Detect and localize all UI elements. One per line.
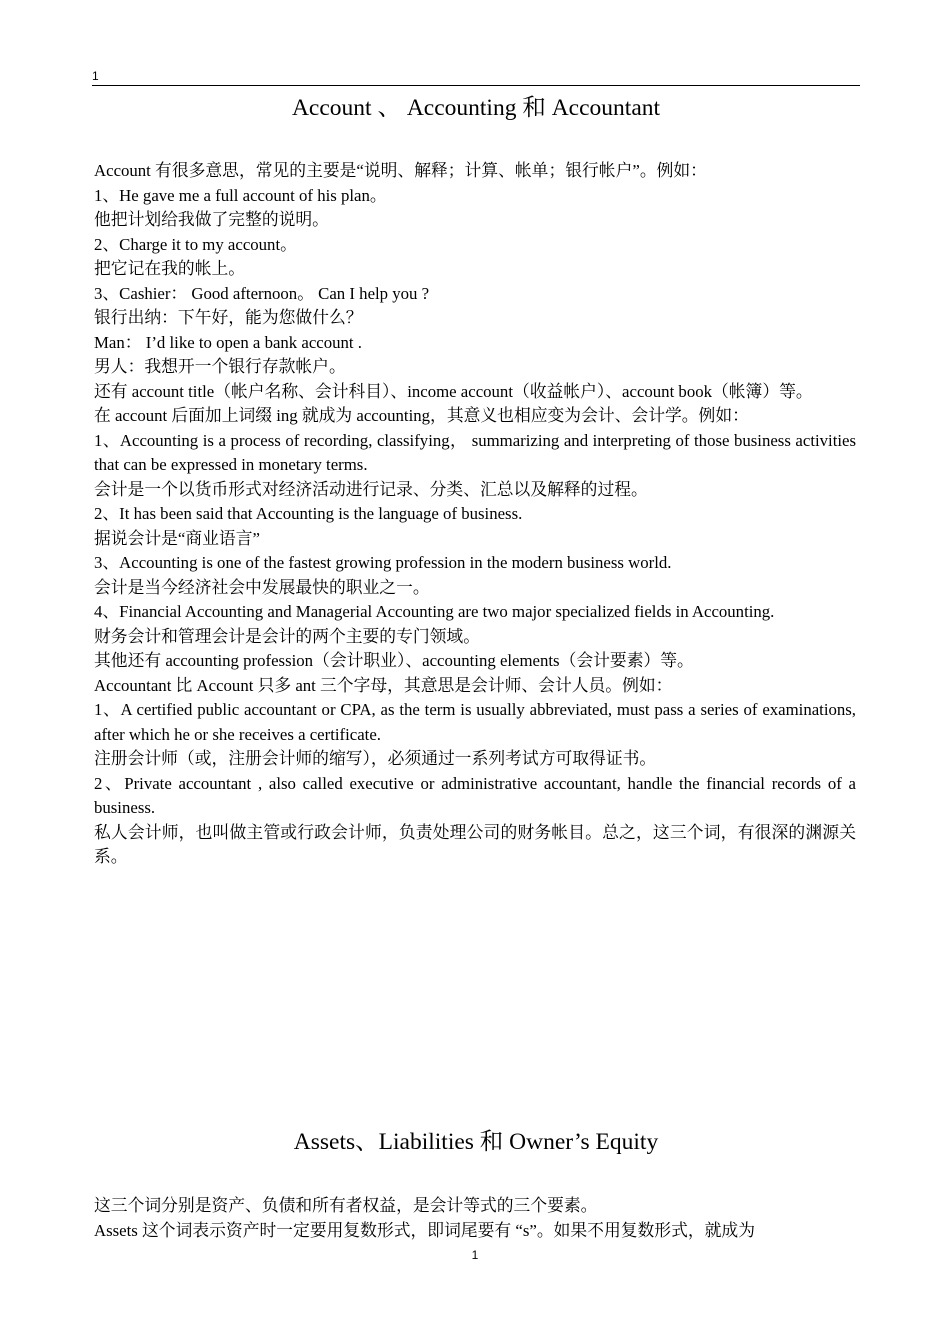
header-page-number: 1 — [92, 69, 99, 83]
paragraph: Man： I’d like to open a bank account . — [94, 332, 362, 352]
paragraph: 1、A certified public accountant or CPA, as the term is usually abbreviated, must pass a series of examinations, after which he or she receives a certificate. — [94, 700, 856, 744]
paragraph: 在 account 后面加上词缀 ing 就成为 accounting，其意义也相应变为会计、会计学。例如： — [94, 406, 749, 425]
paragraph: 3、Cashier： Good afternoon。 Can I help you ? — [94, 283, 430, 303]
paragraph: Assets 这个词表示资产时一定要用复数形式，即词尾要有 “s”。如果不用复数形式，就成为 — [94, 1220, 755, 1240]
paragraph: 这三个词分别是资产、负债和所有者权益，是会计等式的三个要素。 — [94, 1196, 598, 1215]
paragraph: 1、He gave me a full account of his plan。 — [94, 185, 387, 205]
paragraph: 其他还有 accounting profession（会计职业）、accounting elements（会计要素）等。 — [94, 651, 694, 670]
section-body-assets — [94, 1194, 856, 1243]
section-title-assets: Assets、Liabilities 和 Owner’s Equity — [293, 1129, 659, 1155]
paragraph: 私人会计师，也叫做主管或行政会计师，负责处理公司的财务帐目。总之，这三个词，有很深的渊源关系。 — [94, 822, 856, 866]
paragraph: 把它记在我的帐上。 — [94, 259, 246, 278]
paragraph: 还有 account title（帐户名称、会计科目）、income account（收益帐户）、account book（帐簿）等。 — [94, 381, 813, 401]
paragraph: 2、It has been said that Accounting is the language of business. — [94, 504, 523, 523]
paragraph: 据说会计是“商业语言” — [94, 528, 260, 548]
paragraph: 银行出纳：下午好，能为您做什么？ — [94, 308, 363, 327]
paragraph: 4、Financial Accounting and Managerial Accounting are two major specialized fields in Accounting. — [94, 602, 775, 621]
paragraph: 会计是一个以货币形式对经济活动进行记录、分类、汇总以及解释的过程。 — [94, 479, 648, 499]
paragraph: 注册会计师（或，注册会计师的缩写），必须通过一系列考试方可取得证书。 — [94, 749, 657, 768]
paragraph: 他把计划给我做了完整的说明。 — [94, 210, 329, 229]
section-body-account — [94, 159, 856, 870]
paragraph: 2、Private accountant , also called executive or administrative accountant, handle the financial records of a business. — [94, 773, 856, 817]
section-title-account: Account 、 Accounting 和 Accountant — [291, 95, 661, 121]
header-rule — [92, 85, 860, 86]
paragraph: 1、Accounting is a process of recording, classifying， summarizing and interpreting of those business activities that can be expressed in monetary terms. — [94, 430, 856, 474]
paragraph: 财务会计和管理会计是会计的两个主要的专门领域。 — [94, 626, 480, 646]
paragraph: Account 有很多意思，常见的主要是“说明、解释；计算、帐单；银行帐户”。例如： — [94, 161, 707, 180]
paragraph: 3、Accounting is one of the fastest growing profession in the modern business world. — [94, 553, 672, 572]
paragraph: Accountant 比 Account 只多 ant 三个字母，其意思是会计师、会计人员。例如： — [94, 675, 673, 695]
paragraph: 会计是当今经济社会中发展最快的职业之一。 — [94, 577, 430, 597]
paragraph: 2、Charge it to my account。 — [94, 234, 297, 254]
paragraph: 男人：我想开一个银行存款帐户。 — [94, 357, 346, 376]
footer-page-number: 1 — [471, 1248, 479, 1262]
